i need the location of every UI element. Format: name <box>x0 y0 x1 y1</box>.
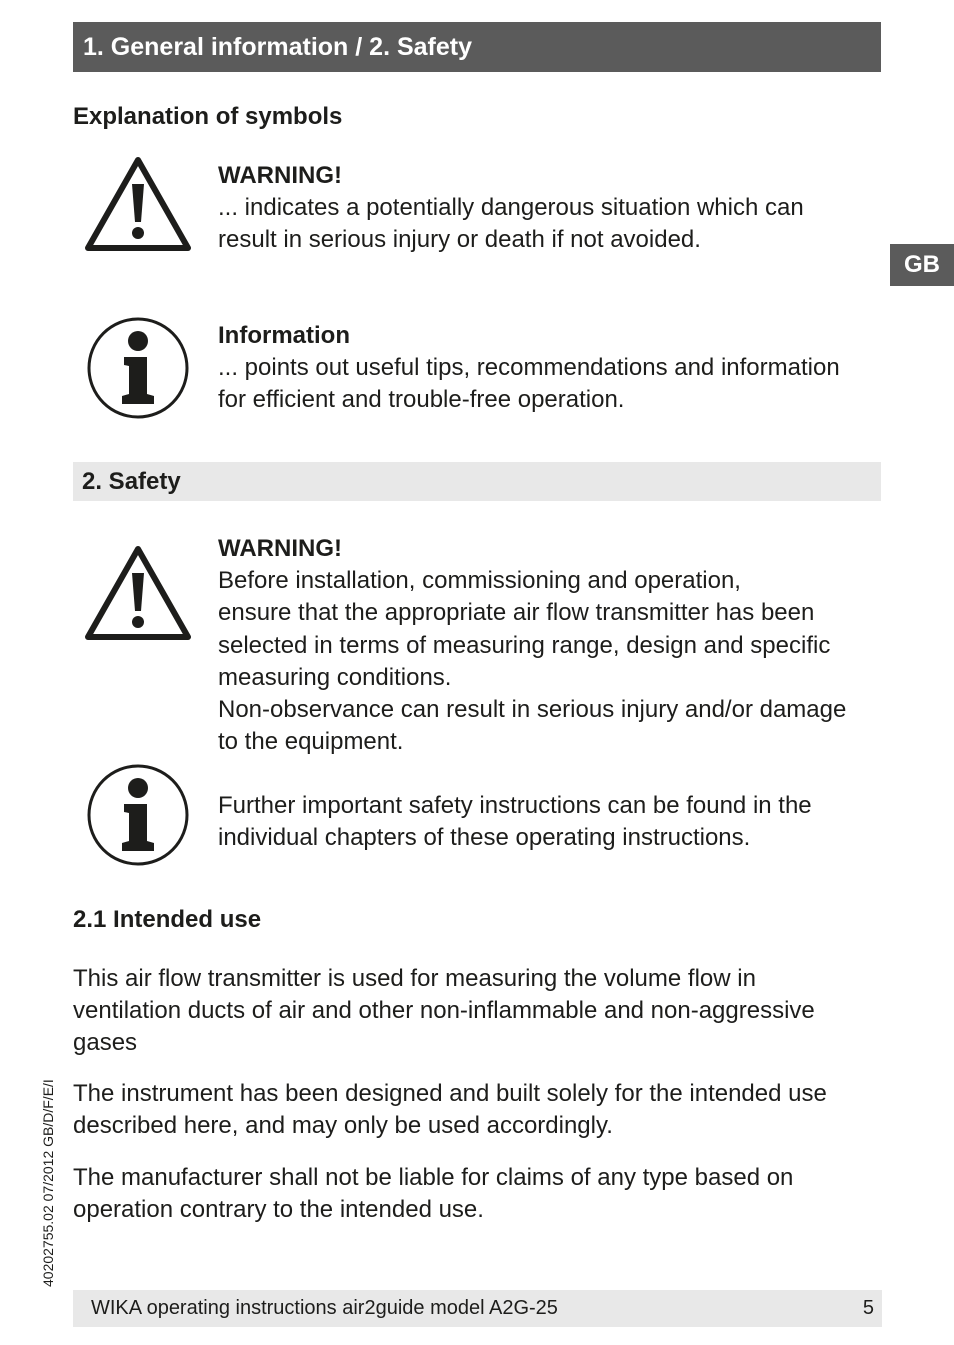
safety-warning-text <box>218 533 888 758</box>
safety-warning-line: Before installation, commissioning and operation, <box>218 567 741 595</box>
symbols-warning-line: result in serious injury or death if not avoided. <box>218 226 701 254</box>
safety-warning-line: Non-observance can result in serious injury and/or damage <box>218 696 847 724</box>
page-header-title: 1. General information / 2. Safety <box>83 33 473 61</box>
footer-text: WIKA operating instructions air2guide model A2G-25 <box>91 1297 558 1319</box>
warning-triangle-icon <box>84 156 192 257</box>
safety-info-text <box>218 790 888 854</box>
paragraph-line: The instrument has been designed and built solely for the intended use <box>73 1080 827 1107</box>
safety-warning-line: selected in terms of measuring range, design and specific <box>218 631 831 659</box>
page-footer <box>73 1290 882 1327</box>
symbols-warning-text <box>218 160 888 257</box>
paragraph-line: The manufacturer shall not be liable for claims of any type based on <box>73 1164 794 1191</box>
intended-use-paragraph <box>73 963 883 1060</box>
language-tab: GB <box>890 244 954 286</box>
page-number: 5 <box>862 1297 874 1319</box>
symbols-information-text <box>218 320 888 417</box>
symbols-information-title: Information <box>218 322 350 349</box>
paragraph-line: ventilation ducts of air and other non-inflammable and non-aggressive <box>73 997 815 1025</box>
safety-section-bar <box>73 462 881 501</box>
paragraph-line: This air flow transmitter is used for measuring the volume flow in <box>73 965 756 992</box>
symbols-information-line: for efficient and trouble-free operation. <box>218 386 625 414</box>
paragraph-line: gases <box>73 1029 138 1057</box>
paragraph-line: described here, and may only be used accordingly. <box>73 1112 613 1140</box>
symbols-warning-line: ... indicates a potentially dangerous situation which can <box>218 194 804 222</box>
safety-heading: 2. Safety <box>82 468 181 495</box>
safety-info-line: Further important safety instructions can be found in the <box>218 792 812 819</box>
page-header-bar <box>73 22 881 72</box>
safety-info-line: individual chapters of these operating instructions. <box>218 824 751 852</box>
warning-triangle-icon <box>84 545 192 646</box>
paragraph-line: operation contrary to the intended use. <box>73 1196 484 1224</box>
intended-use-paragraph <box>73 1162 883 1226</box>
safety-warning-title: WARNING! <box>218 535 342 562</box>
symbols-information-line: ... points out useful tips, recommendations and information <box>218 354 840 382</box>
safety-warning-line: measuring conditions. <box>218 663 452 691</box>
symbols-warning-title: WARNING! <box>218 162 342 189</box>
information-icon <box>86 763 190 872</box>
intended-use-paragraph <box>73 1078 883 1142</box>
safety-warning-line: ensure that the appropriate air flow transmitter has been <box>218 599 815 627</box>
safety-warning-line: to the equipment. <box>218 728 404 756</box>
symbols-heading: Explanation of symbols <box>73 103 343 130</box>
information-icon <box>86 316 190 425</box>
intended-use-heading: 2.1 Intended use <box>73 906 262 933</box>
document-code: 40202755.02 07/2012 GB/D/F/E/I <box>40 1079 56 1287</box>
